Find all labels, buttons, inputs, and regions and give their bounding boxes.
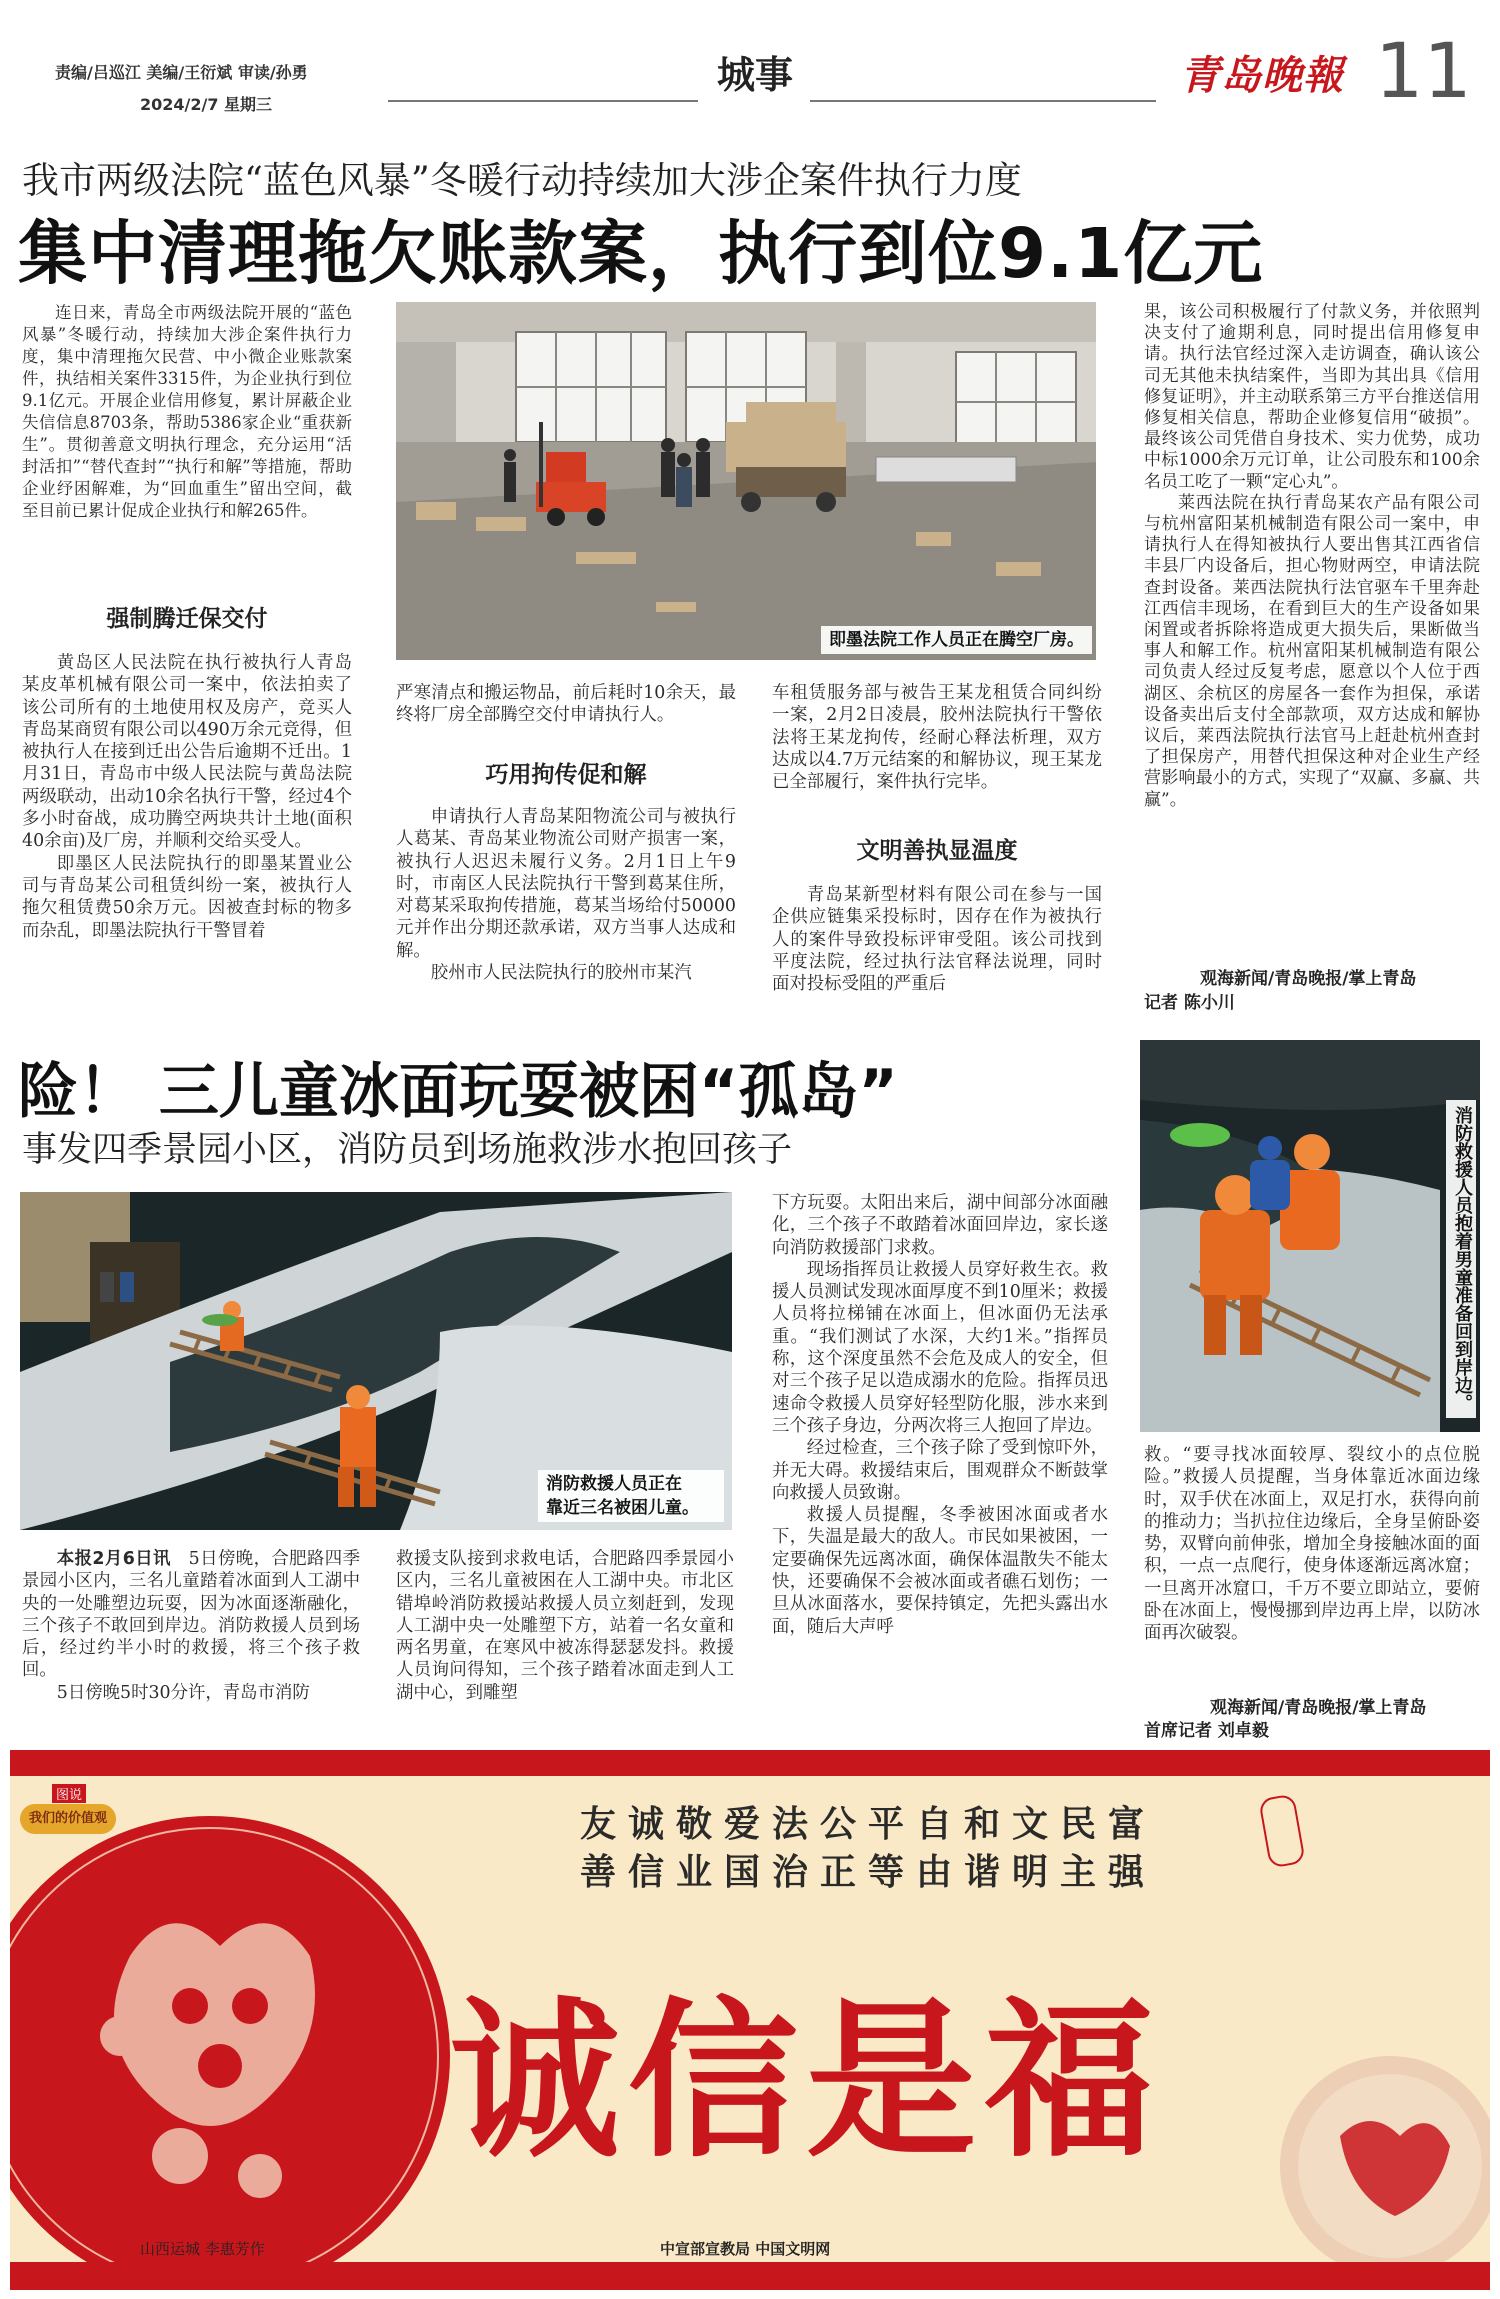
dateline: 本报2月6日讯: [56, 1549, 171, 1569]
story1-photo-warehouse: [396, 302, 1096, 660]
firefighter-carrying-child-scene: [1140, 1040, 1480, 1432]
artist-credit: 山西运城 李惠芳作: [140, 2240, 265, 2258]
story2-photo-right-caption: 消防救援人员抱着男童准备回到岸边。: [1446, 1100, 1476, 1418]
story1-byline-reporter: 记者 陈小川: [1144, 993, 1235, 1013]
paragraph: 黄岛区人民法院在执行被执行人青岛某皮革机械有限公司一案中，依法拍卖了该公司所有的土地使用权及房产，竞买人青岛某商贸有限公司以490万余元竞得，但被执行人在接到迁出公告后逾期不迁出。1月31日，青岛市中级人民法院与黄岛法院两级联动，出动10余名执行干警，经过4个多小时奋战，成功腾空两块共计土地(面积40余亩)及厂房，并顺利交给买受人。: [22, 653, 352, 852]
paragraph: 救援支队接到求救电话，合肥路四季景园小区内，三名儿童被困在人工湖中央。市北区错埠岭消防救援站救援人员立刻赶到，发现人工湖中央一处雕塑下方，站着一名女童和两名男童，在寒风中被冻得瑟瑟发抖。救援人员询问得知，三个孩子踏着冰面走到人工湖中心，到雕塑: [396, 1549, 734, 1703]
warehouse-scene: [396, 302, 1096, 660]
story1-byline-outlet: 观海新闻/青岛晚报/掌上青岛: [1200, 969, 1417, 989]
header-rule-left: [388, 100, 698, 102]
paragraph: 现场指挥员让救援人员穿好救生衣。救援人员测试发现冰面厚度不到10厘米；救援人员将拉梯铺在冰面上，但冰面仍无法承重。“我们测试了水深，大约1米。”指挥员称，这个深度虽然不会危及成人的安全，但对三个孩子足以造成溺水的危险。指挥员迅速命令救援人员穿好轻型防化服，涉水来到三个孩子身边，分两次将三人抱回了岸边。: [772, 1259, 1108, 1436]
story2-byline-reporter: 首席记者 刘卓毅: [1144, 1721, 1269, 1741]
story1-subhead-3: 文明善执显温度: [856, 838, 1018, 864]
paragraph: 果，该公司积极履行了付款义务，并依照判决支付了逾期利息，同时提出信用修复申请。执行法官经过深入走访调查，确认该公司无其他未执结案件，当即为其出具《信用修复证明》，并主动联系第三方平台推送信用修复相关信息，帮助企业修复信用“破损”。最终该公司凭借自身技术、实力优势，成功中标1000余万元订单，让公司股东和100余名员工吃了一颗“定心丸”。: [1144, 302, 1480, 492]
paragraph: 救援人员提醒，冬季被困冰面或者水下，失温是最大的敌人。市民如果被困，一定要确保先远离冰面，确保体温散失不能太快，还要确保不会被冰面或者礁石划伤；一旦从冰面落水，要保持镇定，先把头露出水面，随后大声呼: [772, 1505, 1108, 1637]
paragraph: 胶州市人民法院执行的胶州市某汽: [430, 963, 692, 984]
story2-col4: [1144, 1444, 1480, 1692]
paragraph: 青岛某新型材料有限公司在参与一国企供应链集采投标时，因存在作为被执行人的案件导致投标评审受阻。该公司找到平度法院，经过执行法官释法说理，同时面对投标受阻的严重后: [772, 885, 1102, 995]
story2-byline-outlet: 观海新闻/青岛晚报/掌上青岛: [1210, 1698, 1427, 1718]
editors-line: 责编/吕巡江 美编/王衍斌 审读/孙勇: [55, 63, 308, 82]
ad-title: 诚信是福: [450, 1983, 1163, 2181]
values-ad-panel: [10, 1750, 1490, 2290]
paper-name-logo: 青岛晚報: [1180, 52, 1344, 99]
values-line-1: 友诚敬爱法公平自和文民富: [580, 1803, 1157, 1845]
story1-col4: [1144, 302, 1480, 960]
story2-col2: [396, 1548, 734, 1738]
paragraph: 经过检查，三个孩子除了受到惊吓外，并无大碍。救援结束后，围观群众不断鼓掌向救援人员致谢。: [772, 1438, 1108, 1503]
paragraph: 5日傍晚5时30分许，青岛市消防: [56, 1682, 310, 1703]
paragraph: 下方玩耍。太阳出来后，湖中间部分冰面融化，三个孩子不敢踏着冰面回岸边，家长遂向消防救援部门求救。: [772, 1193, 1108, 1258]
story2-photo-right: [1140, 1040, 1480, 1432]
values-line-2: 善信业国治正等由谐明主强: [580, 1851, 1157, 1893]
page-number: 11: [1375, 26, 1472, 115]
paragraph: 车租赁服务部与被告王某龙租赁合同纠纷一案，2月2日凌晨，胶州法院执行干警依法将王某龙拘传，经耐心释法析理，双方达成以4.7万元结案的和解协议，现王某龙已全部履行，案件执行完毕。: [772, 683, 1102, 792]
story2-col1: [22, 1548, 360, 1738]
paragraph: 即墨区人民法院执行的即墨某置业公司与青岛某公司租赁纠纷一案，被执行人拖欠租赁费50余万元。因被查封标的物多而杂乱，即墨法院执行干警冒着: [22, 853, 352, 941]
story1-subhead-1: 强制腾迁保交付: [106, 606, 268, 632]
story2-photo-left-caption: 消防救援人员正在 靠近三名被困儿童。: [538, 1470, 724, 1522]
story1-col3b: [772, 884, 1102, 1014]
ad-badge: [20, 1784, 116, 1836]
paragraph: 申请执行人青岛某阳物流公司与被执行人葛某、青岛某业物流公司财产损害一案，被执行人迟迟未履行义务。2月1日上午9时，市南区人民法院执行干警到葛某住所，对葛某采取拘传措施，葛某当场给付50000元并作出分期还款承诺，双方当事人达成和解。: [396, 807, 736, 961]
story1-photo-caption: 即墨法院工作人员正在腾空厂房。: [821, 626, 1092, 654]
paragraph: 本报2月6日讯 5日傍晚，合肥路四季景园小区内，三名儿童踏着冰面到人工湖中央的一处雕塑边玩耍，因为冰面逐渐融化，三个孩子不敢回到岸边。消防救援人员到场后，经过约半小时的救援，将三个孩子救回。: [22, 1549, 360, 1681]
story2-photo-left: [20, 1192, 732, 1530]
story2-subhead: 事发四季景园小区，消防员到场施救涉水抱回孩子: [22, 1130, 793, 1170]
ad-badge-main: 我们的价值观: [20, 1804, 116, 1834]
story1-kicker: 我市两级法院“蓝色风暴”冬暖行动持续加大涉企案件执行力度: [22, 159, 1022, 202]
story1-col3: [772, 682, 1102, 792]
paragraph: 严寒清点和搬运物品，前后耗时10余天，最终将厂房全部腾空交付申请执行人。: [396, 683, 736, 726]
ad-credits: 中宣部宣教局 中国文明网: [660, 2240, 831, 2258]
story2-col3: [772, 1192, 1108, 1738]
ad-badge-small: 图说: [52, 1784, 86, 1803]
paragraph: 救。“要寻找冰面较厚、裂纹小的点位脱险。”救援人员提醒，当身体靠近冰面边缘时，双手伏在冰面上，双足打水，获得向前的推动力；当扒拉住边缘后，全身呈俯卧姿势，双臂向前伸张，增加全身接触冰面的面积，一点一点爬行，使身体逐渐远离冰窟；一旦离开冰窟口，千万不要立即站立，要俯卧在冰面上，慢慢挪到岸边再上岸，以防冰面再次破裂。: [1144, 1445, 1480, 1644]
header-rule-right: [810, 100, 1156, 102]
story2-headline: 险！ 三儿童冰面玩耍被困“孤岛”: [18, 1057, 898, 1127]
story1-col2b: [396, 806, 736, 1014]
story1-headline: 集中清理拖欠账款案，执行到位9.1亿元: [18, 214, 1264, 294]
paragraph: 莱西法院在执行青岛某农产品有限公司与杭州富阳某机械制造有限公司一案中，申请执行人在得知被执行人要出售其江西省信丰县厂内设备后，担心物财两空，申请法院查封设备。莱西法院执行法官驱车千里奔赴江西信丰现场，在看到巨大的生产设备如果闲置或者拆除将造成更大损失后，果断做当事人和解工作。杭州富阳某机械制造有限公司负责人经过反复考虑，愿意以个人位于西湖区、余杭区的房屋各一套作为担保，承诺设备卖出后支付全部款项，双方达成和解协议后，莱西法院执行法官马上赶赴杭州查封了担保房产，用替代担保这种对企业生产经营影响最小的方式，实现了“双赢、多赢、共赢”。: [1144, 492, 1480, 810]
issue-date: 2024/2/7 星期三: [140, 95, 273, 114]
story1-subhead-2: 巧用拘传促和解: [485, 762, 647, 788]
section-name: 城事: [716, 53, 793, 97]
story1-col1: [22, 652, 352, 1014]
story1-lead: 连日来，青岛全市两级法院开展的“蓝色风暴”冬暖行动，持续加大涉企案件执行力度，集中清理拖欠民营、中小微企业账款案件，执结相关案件3315件，为企业执行到位9.1亿元。开展企业信用修复，累计屏蔽企业失信信息8703条，帮助5386家企业“重获新生”。贯彻善意文明执行理念，充分运用“活封活扣”“替代查封”“执行和解”等措施，帮助企业纾困解难，为“回血重生”留出空间，截至目前已累计促成企业执行和解265件。: [22, 303, 352, 520]
